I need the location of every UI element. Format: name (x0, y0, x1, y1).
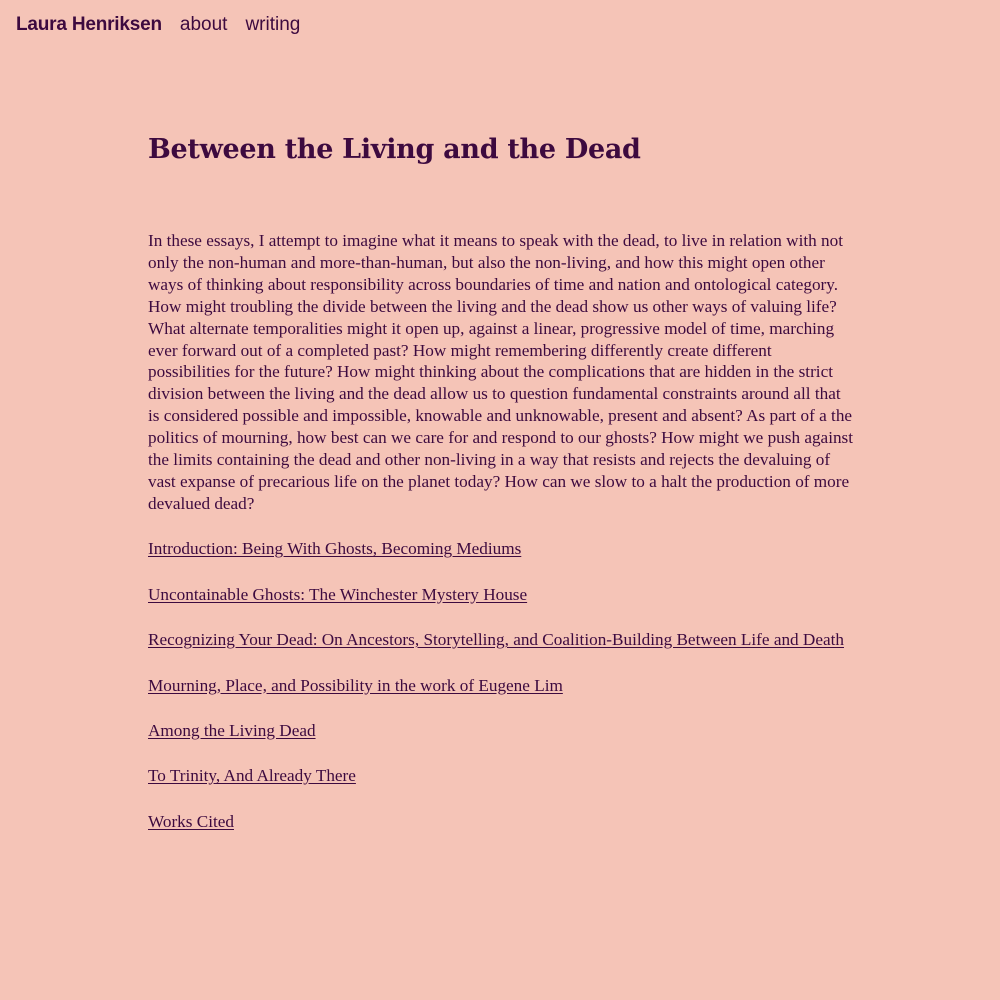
list-item (148, 584, 854, 606)
list-item (148, 720, 854, 742)
site-header (16, 14, 300, 36)
site-name-link[interactable]: Laura Henriksen (16, 14, 162, 35)
list-item (148, 811, 854, 833)
page-title: Between the Living and the Dead (148, 134, 641, 165)
intro-paragraph: In these essays, I attempt to imagine what it means to speak with the dead, to live in relation with not only the non-human and more-than-human, but also the non-living, and how this might open other ways of thinking about responsibility across boundaries of time and nation and ontological category. How might troubling the divide between the living and the dead show us other ways of valuing life? What alternate temporalities might it open up, against a linear, progressive model of time, marching ever forward out of a completed past? How might remembering differently create different possibilities for the future? How might thinking about the complications that are hidden in the strict division between the living and the dead allow us to question fundamental constraints around all that is considered possible and impossible, knowable and unknowable, present and absent? As part of a the politics of mourning, how best can we care for and respond to our ghosts? How might we push against the limits containing the dead and other non-living in a way that resists and rejects the devaluing of vast expanse of precarious life on the planet today? How can we slow to a halt the production of more devalued dead? (148, 231, 854, 513)
essay-link-recognizing-your-dead[interactable]: Recognizing Your Dead: On Ancestors, Storytelling, and Coalition-Building Between Life and Death (148, 630, 844, 650)
essay-link-uncontainable-ghosts[interactable]: Uncontainable Ghosts: The Winchester Mystery House (148, 584, 528, 604)
list-item (148, 538, 854, 560)
list-item (148, 629, 854, 651)
list-item (148, 765, 854, 787)
essay-link-mourning-place-possibility[interactable]: Mourning, Place, and Possibility in the work of Eugene Lim (148, 675, 563, 695)
main-nav (180, 14, 300, 36)
essay-list (148, 538, 854, 832)
nav-link-writing[interactable]: writing (245, 14, 301, 35)
essay-link-among-the-living-dead[interactable]: Among the Living Dead (148, 720, 316, 740)
main-content (148, 130, 854, 833)
nav-link-about[interactable]: about (179, 14, 228, 35)
essay-link-to-trinity[interactable]: To Trinity, And Already There (148, 766, 356, 786)
essay-link-introduction[interactable]: Introduction: Being With Ghosts, Becoming Mediums (148, 539, 522, 559)
essay-link-works-cited[interactable]: Works Cited (148, 811, 234, 831)
list-item (148, 675, 854, 697)
